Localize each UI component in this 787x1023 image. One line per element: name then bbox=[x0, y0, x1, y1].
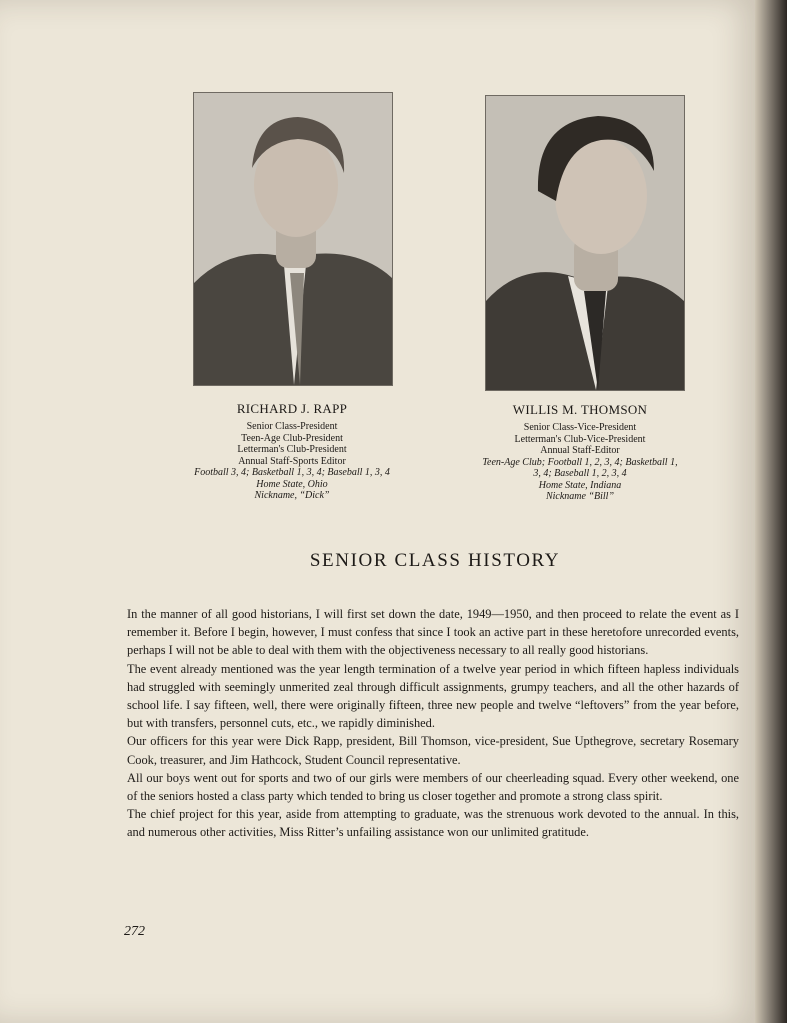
section-heading: SENIOR CLASS HISTORY bbox=[309, 550, 561, 571]
paragraph: All our boys went out for sports and two of our girls were members of our cheerleading squad. Every other weekend, one of the seniors hosted a class party which tended to bring us closer together and promote a strong class spirit. bbox=[127, 770, 739, 804]
caption-italic-line: Nickname “Bill” bbox=[545, 491, 615, 502]
caption-line: Senior Class-President bbox=[246, 421, 338, 432]
caption-line: Annual Staff-Sports Editor bbox=[238, 455, 346, 467]
history-text bbox=[127, 605, 739, 842]
caption-line: Letterman's Club-President bbox=[237, 444, 347, 455]
caption-italic-line: Football 3, 4; Basketball 1, 3, 4; Baseball 1, 3, 4 bbox=[194, 467, 390, 478]
caption-rapp bbox=[190, 402, 394, 502]
caption-italic-line: Home State, Ohio bbox=[256, 478, 328, 490]
portrait-photo-rapp bbox=[193, 92, 393, 386]
caption-line: Teen-Age Club-President bbox=[241, 432, 343, 444]
caption-line: Annual Staff-Editor bbox=[540, 445, 620, 456]
paragraph: The chief project for this year, aside from attempting to graduate, was the strenuous work devoted to the annual. In this, and numerous other activities, Miss Ritter’s unfailing assistance won our unlimited gratitude. bbox=[127, 807, 739, 840]
senior-name: WILLIS M. THOMSON bbox=[512, 402, 648, 417]
caption-italic-line: Nickname, “Dick” bbox=[254, 490, 330, 501]
paragraph: The event already mentioned was the year length termination of a twelve year period in which fifteen hapless individuals had struggled with seemingly unmerited zeal through difficult assignments, grumpy teachers, and all the other hazards of school life. I say fifteen, well, there were originally fifteen, three new people and twelve “leftovers” from the year before, but with transfers, personnel cuts, etc., we rapidly diminished. bbox=[127, 661, 739, 731]
page-edge-binding bbox=[755, 0, 787, 1023]
portrait-photo-thomson bbox=[485, 95, 685, 391]
caption-line: Letterman's Club-Vice-President bbox=[514, 433, 646, 445]
caption-italic-line: 3, 4; Baseball 1, 2, 3, 4 bbox=[533, 468, 627, 479]
senior-name: RICHARD J. RAPP bbox=[236, 401, 348, 416]
caption-line: Senior Class-Vice-President bbox=[523, 422, 637, 433]
page-number: 272 bbox=[124, 924, 145, 939]
caption-italic-line: Teen-Age Club; Football 1, 2, 3, 4; Basketball 1, bbox=[482, 456, 678, 468]
paragraph: In the manner of all good historians, I will first set down the date, 1949—1950, and then proceed to relate the event as I remember it. Before I begin, however, I must confess that since I took an active part in these heretofore unrecorded events, perhaps I will not be able to deal with them with the objectiveness necessary to all really good historians. bbox=[127, 607, 739, 658]
caption-thomson bbox=[470, 403, 690, 503]
paragraph: Our officers for this year were Dick Rapp, president, Bill Thomson, vice-president, Sue Upthegrove, secretary Rosemary Cook, treasurer, and Jim Hathcock, Student Council representative. bbox=[127, 734, 739, 767]
caption-italic-line: Home State, Indiana bbox=[538, 479, 622, 491]
